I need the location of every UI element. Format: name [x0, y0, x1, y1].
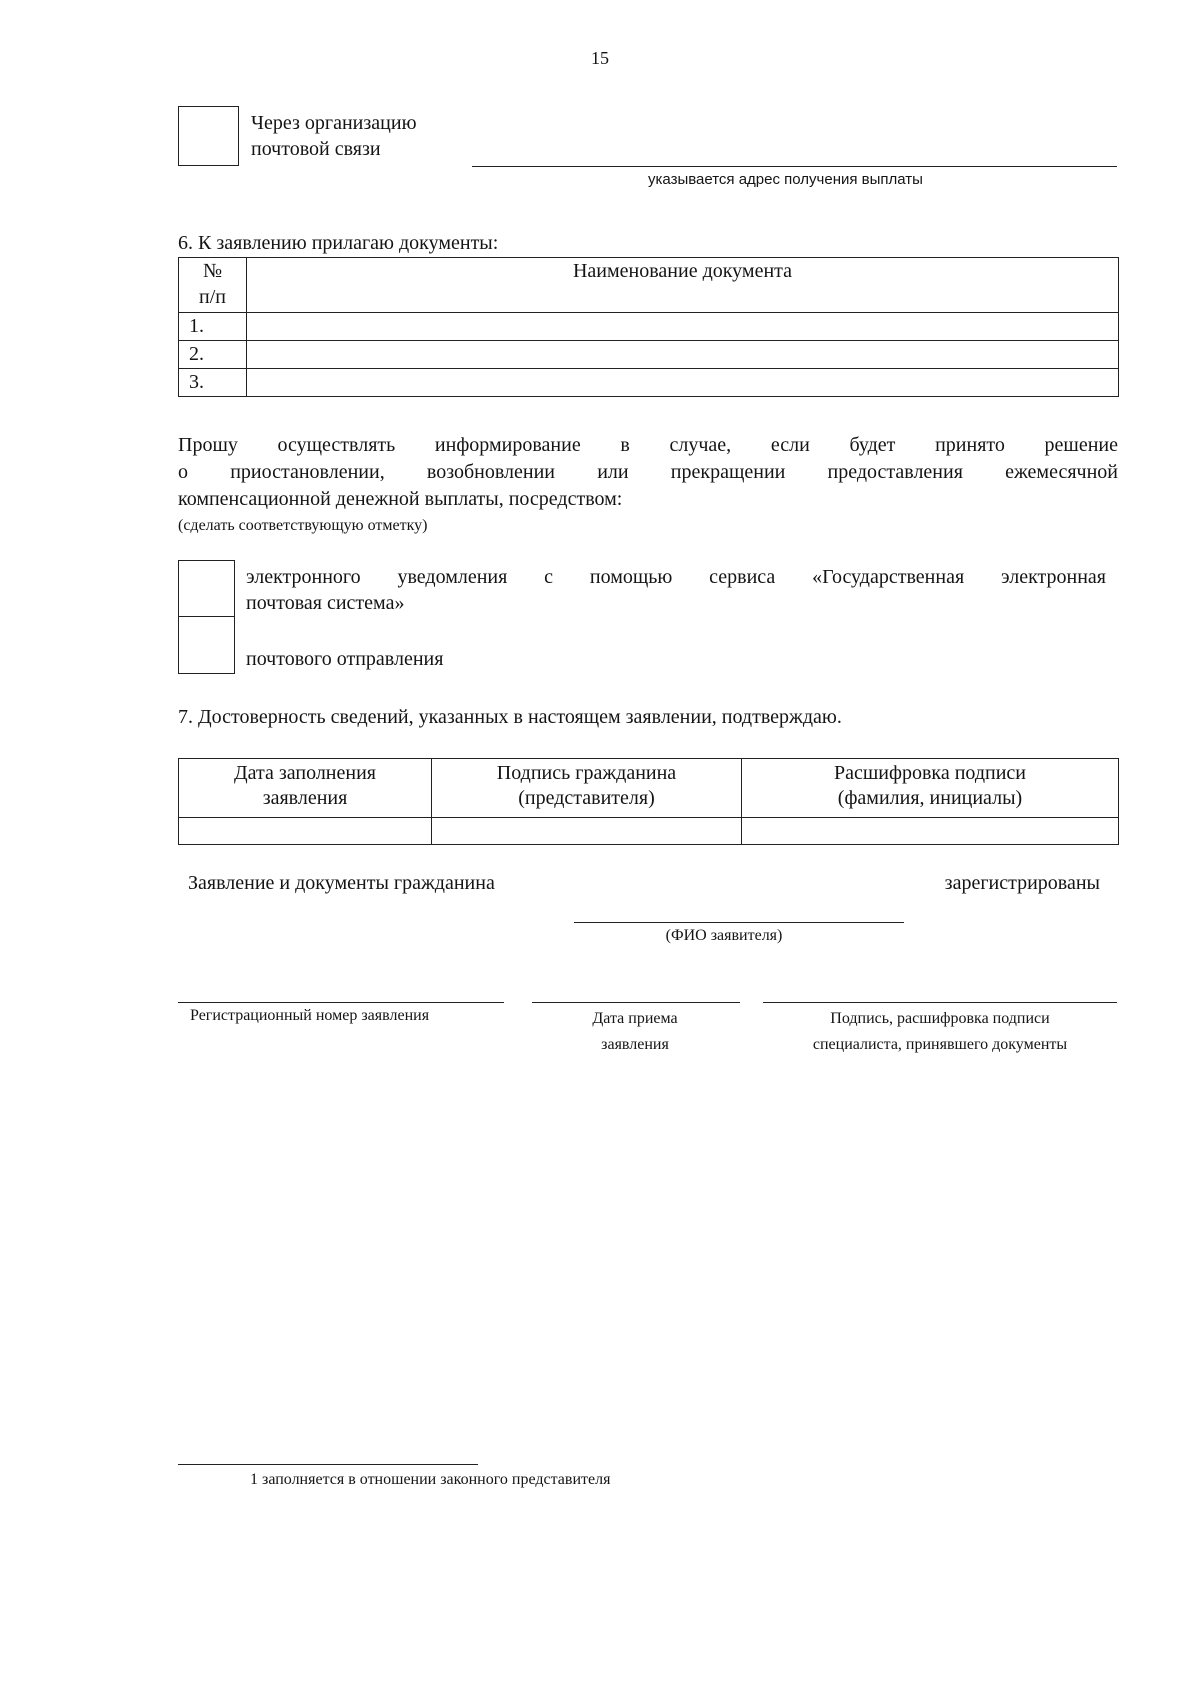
option-electronic-line1: электронного уведомления с помощью сервиса «Государственная электронная	[246, 566, 1106, 588]
section6-title: 6. К заявлению прилагаю документы:	[178, 232, 499, 254]
table-row	[179, 369, 1119, 397]
signature-decoding-cell[interactable]	[742, 818, 1119, 845]
reg-number-line[interactable]	[178, 1002, 504, 1003]
postal-address-line[interactable]	[472, 166, 1117, 167]
postal-notification-checkbox[interactable]	[178, 616, 235, 674]
receipt-date-line1: Дата приема	[592, 1010, 678, 1027]
electronic-notification-checkbox[interactable]	[178, 560, 235, 618]
document-name-cell[interactable]	[247, 341, 1119, 369]
fill-date-cell[interactable]	[179, 818, 432, 845]
citizen-signature-line1: Подпись гражданина	[496, 762, 677, 784]
signature-table	[178, 758, 1119, 845]
document-name-cell[interactable]	[247, 369, 1119, 397]
specialist-signature-line2: специалиста, принявшего документы	[812, 1036, 1068, 1053]
documents-table	[178, 257, 1119, 397]
notification-line2: о приостановлении, возобновлении или прекращении предоставления ежемесячной	[178, 461, 1118, 483]
postal-label	[251, 110, 511, 162]
postal-address-caption: указывается адрес получения выплаты	[648, 171, 923, 188]
registration-text-left: Заявление и документы гражданина	[188, 872, 495, 894]
postal-label-line1: Через организацию	[251, 112, 417, 134]
reg-number-caption: Регистрационный номер заявления	[190, 1007, 430, 1024]
row-number: 3.	[179, 369, 247, 397]
row-number: 2.	[179, 341, 247, 369]
citizen-signature-header	[432, 759, 742, 818]
notification-line1: Прошу осуществлять информирование в случае, если будет принято решение	[178, 434, 1118, 456]
documents-table-header	[179, 258, 1119, 313]
receipt-date-caption	[540, 1006, 730, 1058]
receipt-date-line2: заявления	[601, 1036, 669, 1053]
footnote: 1 заполняется в отношении законного представителя	[250, 1471, 611, 1488]
fill-date-line1: Дата заполнения	[234, 762, 376, 784]
document-name-cell[interactable]	[247, 313, 1119, 341]
col-name-header: Наименование документа	[247, 258, 1119, 313]
specialist-signature-line1: Подпись, расшифровка подписи	[830, 1010, 1050, 1027]
postal-checkbox[interactable]	[178, 106, 239, 166]
notification-hint: (сделать соответствующую отметку)	[178, 517, 428, 534]
citizen-signature-cell[interactable]	[432, 818, 742, 845]
option-postal: почтового отправления	[246, 648, 444, 670]
notification-line3: компенсационной денежной выплаты, посредством:	[178, 488, 623, 510]
fio-caption: (ФИО заявителя)	[665, 927, 783, 944]
signature-decoding-line2: (фамилия, инициалы)	[837, 787, 1023, 809]
receipt-date-line[interactable]	[532, 1002, 740, 1003]
col-num-header	[179, 258, 247, 313]
citizen-signature-line2: (представителя)	[518, 787, 655, 809]
fio-line[interactable]	[574, 922, 904, 923]
registration-text-right: зарегистрированы	[944, 872, 1100, 894]
postal-label-line2: почтовой связи	[251, 138, 381, 160]
table-row	[179, 341, 1119, 369]
signature-table-header	[179, 759, 1119, 818]
signature-decoding-header	[742, 759, 1119, 818]
col-num-line2: п/п	[199, 286, 226, 308]
table-row	[179, 818, 1119, 845]
section7-title: 7. Достоверность сведений, указанных в настоящем заявлении, подтверждаю.	[178, 706, 842, 728]
option-electronic-line2: почтовая система»	[246, 592, 405, 614]
table-row	[179, 313, 1119, 341]
fill-date-line2: заявления	[262, 787, 348, 809]
row-number: 1.	[179, 313, 247, 341]
fill-date-header	[179, 759, 432, 818]
specialist-signature-line[interactable]	[763, 1002, 1117, 1003]
specialist-signature-caption	[763, 1006, 1117, 1058]
notification-paragraph	[178, 432, 1118, 513]
footnote-separator	[178, 1464, 478, 1465]
page-number: 15	[591, 48, 609, 68]
col-num-line1: №	[202, 260, 223, 282]
option-electronic	[246, 564, 1106, 616]
signature-decoding-line1: Расшифровка подписи	[834, 762, 1026, 784]
